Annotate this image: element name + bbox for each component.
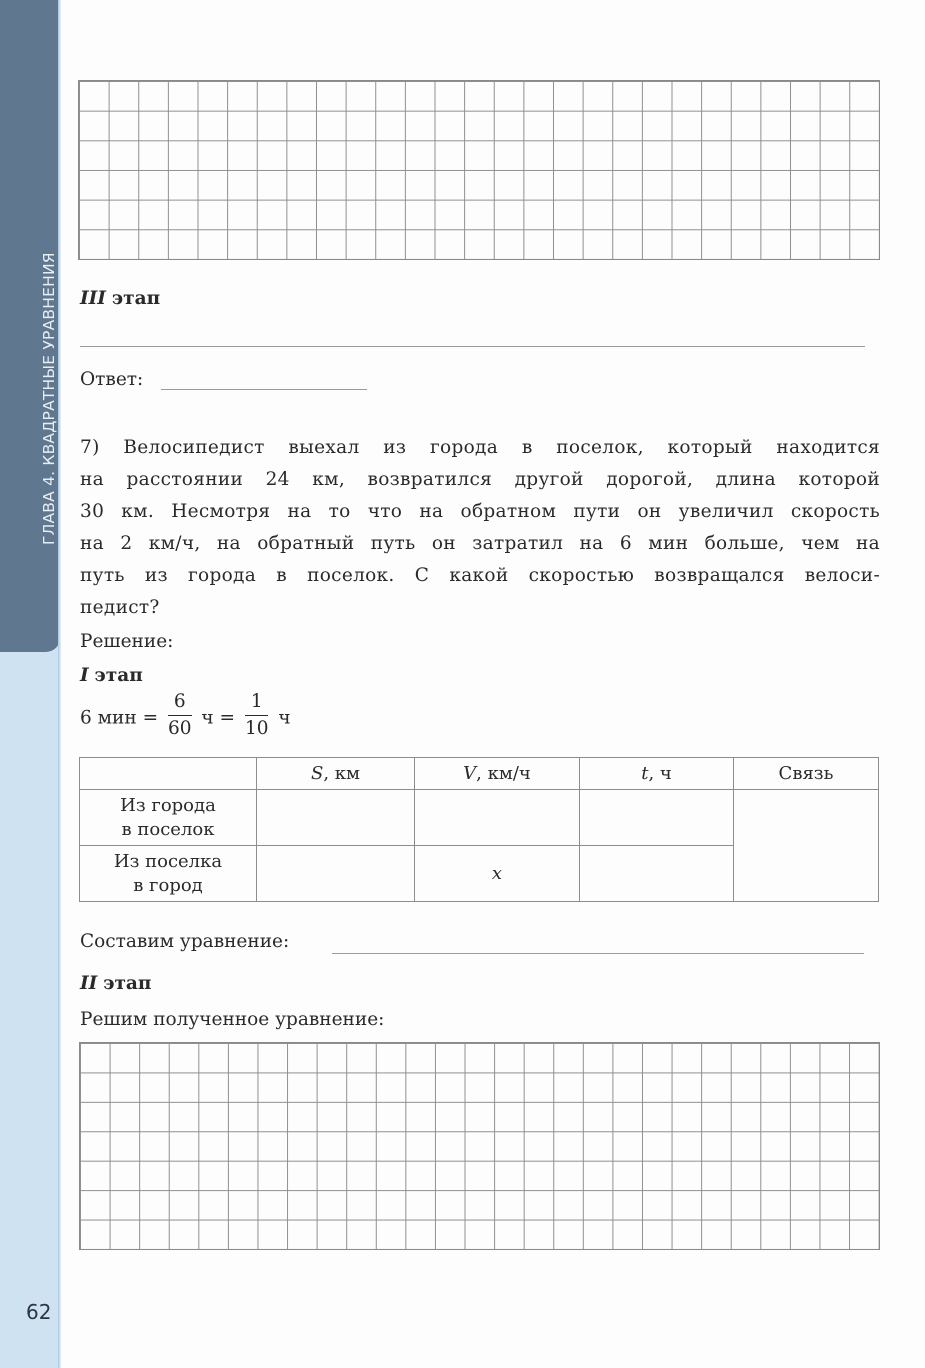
cell-distance[interactable] — [257, 790, 415, 846]
problem-line: путь из города в поселок. С какой скоростью возвращался велоси- — [80, 565, 880, 586]
cell-distance[interactable] — [257, 846, 415, 902]
equation-label: Составим уравнение: — [80, 931, 290, 952]
cell-speed[interactable] — [415, 790, 580, 846]
stage-3-heading: III этап — [80, 288, 161, 309]
work-grid-top[interactable] — [78, 80, 880, 260]
header-time: t, ч — [580, 758, 734, 790]
problem-line: педист? — [80, 597, 160, 618]
problem-line: на 2 км/ч, на обратный путь он затратил на 6 мин больше, чем на — [80, 533, 880, 554]
header-distance: S, км — [257, 758, 415, 790]
fraction-6-60: $\frac{6}{60}$ — [167, 691, 192, 739]
problem-line: 30 км. Несмотря на то что на обратном пути он увеличил скорость — [80, 501, 880, 522]
stage-3-answer-line[interactable] — [80, 346, 865, 347]
stage-1-heading: I этап — [80, 665, 143, 686]
chapter-title: ГЛАВА 4. КВАДРАТНЫЕ УРАВНЕНИЯ — [40, 252, 58, 545]
chapter-sidebar — [0, 0, 60, 1368]
header-relation: Связь — [734, 758, 879, 790]
header-empty — [80, 758, 257, 790]
solve-label: Решим полученное уравнение: — [80, 1009, 385, 1030]
equation-line[interactable] — [332, 953, 864, 954]
stage-2-heading: II этап — [80, 973, 152, 994]
table-row — [80, 790, 879, 846]
task-7-statement — [80, 432, 880, 624]
header-speed: V, км/ч — [415, 758, 580, 790]
motion-table — [79, 757, 879, 902]
table-header-row — [80, 758, 879, 790]
cell-speed[interactable]: x — [415, 846, 580, 902]
cell-relation[interactable] — [734, 790, 879, 902]
problem-line: на расстоянии 24 км, возвратился другой дорогой, длина которой — [80, 469, 880, 490]
answer-line[interactable] — [161, 389, 367, 390]
problem-line: 7) Велосипедист выехал из города в поселок, который находится — [80, 437, 880, 458]
row-label: Из города в поселок — [80, 790, 257, 846]
cell-time[interactable] — [580, 846, 734, 902]
work-grid-bottom[interactable] — [79, 1042, 880, 1250]
row-label: Из поселка в город — [80, 846, 257, 902]
fraction-1-10: $\frac{1}{10}$ — [244, 691, 269, 739]
sidebar-edge — [58, 0, 61, 1368]
page-number: 62 — [26, 1300, 52, 1324]
solution-label: Решение: — [80, 631, 174, 652]
time-conversion: 6 мин = $\frac{6}{60}$ ч = $\frac{1}{10}$ ч — [80, 691, 291, 739]
cell-time[interactable] — [580, 790, 734, 846]
answer-label: Ответ: — [80, 369, 144, 390]
